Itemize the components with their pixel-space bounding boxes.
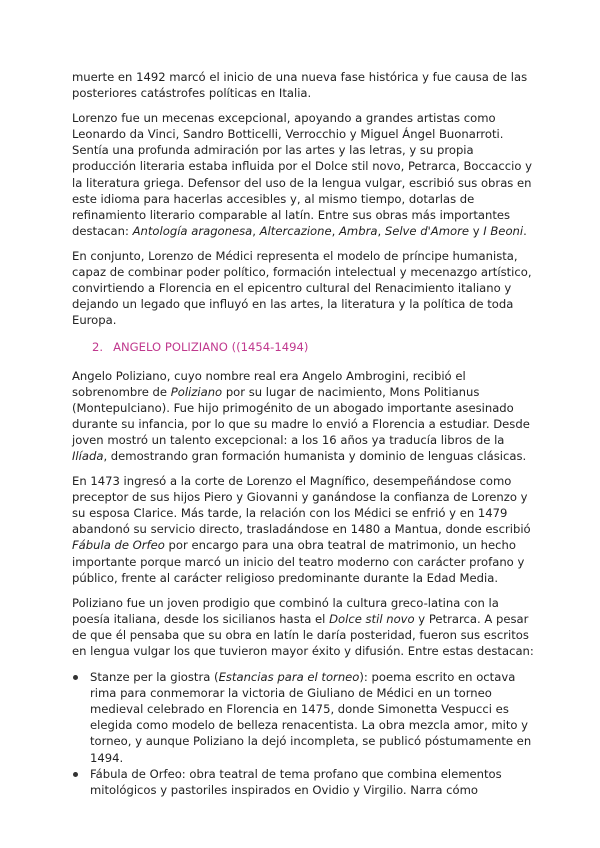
paragraph-poliziano-origin: Angelo Poliziano, cuyo nombre real era Angelo Ambrogini, recibió el sobrenombre de Poliziano por su lugar de nacimiento, Mons Politianus (Montepulciano). Fue hijo primogénito de un abogado importante asesinado durante su infancia, por lo que su madre lo envió a Florencia a estudiar. Desde joven mostró un talento excepcional: a los 16 años ya traducía libros de la Ilíada, demostrando gran formación humanista y dominio de lenguas clásicas. (72, 368, 530, 463)
paragraph-lorenzo-summary: En conjunto, Lorenzo de Médici representa el modelo de príncipe humanista, capaz de combinar poder político, formación intelectual y mecenazgo artístico, convirtiendo a Florencia en el epicentro cultural del Renacimiento italiano y dejando un legado que influyó en las artes, la literatura y la política de toda Europa. (72, 248, 532, 328)
bullet-icon (73, 675, 78, 680)
paragraph-lorenzo-patron: Lorenzo fue un mecenas excepcional, apoyando a grandes artistas como Leonardo da Vinci, Sandro Botticelli, Verrocchio y Miguel Ángel Buonarroti. Sentía una profunda admiración por las artes y las letras, y su propia producción literaria estaba influida por el Dolce stil novo, Petrarca, Boccaccio y la literatura griega. Defensor del uso de la lengua vulgar, escribió sus obras en este idioma para hacerlas accesibles y, al mismo tiempo, dotarlas de refinamiento literario comparable al latín. Entre sus obras más importantes destacan: Antología aragonesa, Altercazione, Ambra, Selve d'Amore y I Beoni. (72, 111, 532, 238)
section-heading-poliziano (92, 339, 536, 355)
bullet-icon (73, 772, 78, 777)
list-item: Fábula de Orfeo: obra teatral de tema profano que combina elementos mitológicos y pastoriles inspirados en Ovidio y Virgilio. Narra cómo (90, 766, 536, 798)
list-item: Stanze per la giostra (Estancias para el torneo): poema escrito en octava rima para conmemorar la victoria de Giuliano de Médici en un torneo medieval celebrado en Florencia en 1475, donde Simonetta Vespucci es elegida como modelo de belleza renacentista. La obra mezcla amor, mito y torneo, y aunque Poliziano la dejó incompleta, se publicó póstumamente en 1494. (90, 669, 536, 766)
section-title: ANGELO POLIZIANO ((1454-1494) (113, 340, 309, 355)
work-title: Selve d'Amore (384, 223, 470, 238)
paragraph-text: Lorenzo fue un mecenas excepcional, apoyando a grandes artistas como Leonardo da Vinci, Sandro Botticelli, Verrocchio y Miguel Ángel Buonarroti. Sentía una profunda admiración por las artes y las letras, y su propia producción literaria estaba influida por el Dolce stil novo, Petrarca, Boccaccio y la literatura griega. Defensor del uso de la lengua vulgar, escribió sus obras en este idioma para hacerlas accesibles y, al mismo tiempo, dotarlas de refinamiento literario comparable al latín. Entre sus obras más importantes destacan: (72, 111, 532, 238)
work-title: Ambra (339, 223, 378, 238)
paragraph-poliziano-works-intro: Poliziano fue un joven prodigio que combinó la cultura greco-latina con la poesía italiana, desde los sicilianos hasta el Dolce stil novo y Petrarca. A pesar de que él pensaba que su obra en latín le daría posteridad, fueron sus escritos en lengua vulgar los que tuvieron mayor éxito y difusión. Entre estas destacan: (72, 595, 534, 658)
work-title: Antología aragonesa (132, 223, 253, 238)
section-number: 2. (92, 340, 104, 355)
works-list (72, 669, 536, 798)
work-title: I Beoni (483, 223, 524, 238)
paragraph-lorenzo-death: muerte en 1492 marcó el inicio de una nueva fase histórica y fue causa de las posteriores catástrofes políticas en Italia. (72, 70, 528, 101)
paragraph-poliziano-court: En 1473 ingresó a la corte de Lorenzo el Magnífico, desempeñándose como preceptor de sus hijos Piero y Giovanni y ganándose la confianza de Lorenzo y su esposa Clarice. Más tarde, la relación con los Médici se enfrió y en 1479 abandonó su servicio directo, trasladándose en 1480 a Mantua, donde escribió Fábula de Orfeo por encargo para una obra teatral de matrimonio, un hecho importante porque marcó un inicio del teatro moderno con carácter profano y público, frente al carácter religioso predominante durante la Edad Media. (72, 474, 531, 585)
work-title: Altercazione (259, 223, 332, 238)
